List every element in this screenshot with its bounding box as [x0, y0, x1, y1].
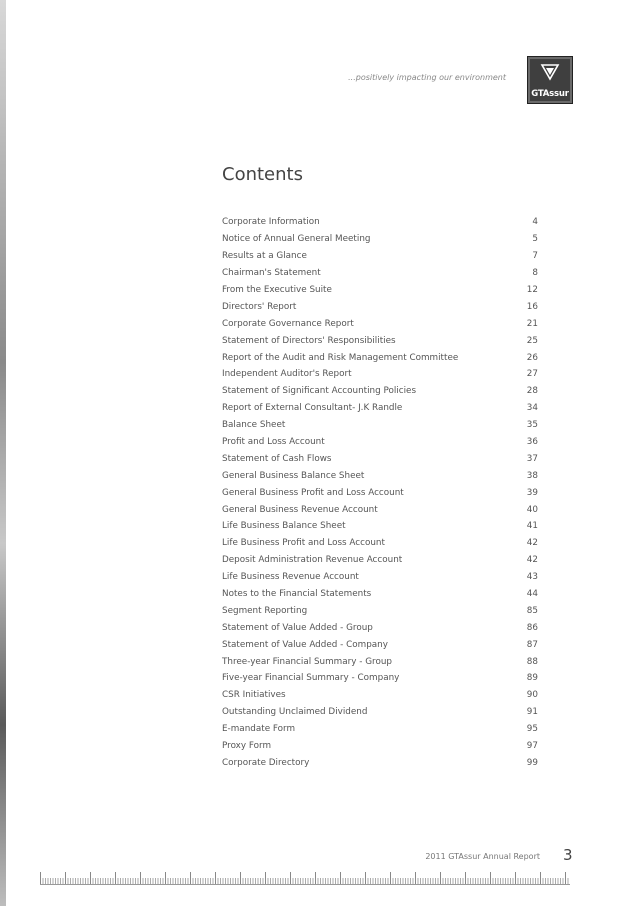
toc-entry-label: E-mandate Form — [222, 724, 296, 735]
toc-entry-page: 26 — [526, 352, 538, 363]
toc-entry-label: Results at a Glance — [222, 251, 307, 262]
toc-entry-label: Directors' Report — [222, 301, 297, 312]
toc-entry[interactable] — [222, 535, 538, 552]
toc-entry[interactable] — [222, 366, 538, 383]
toc-entry-page: 99 — [526, 757, 538, 768]
toc-entry-page: 91 — [526, 707, 538, 718]
toc-entry-page: 42 — [526, 555, 538, 566]
toc-entry[interactable] — [222, 755, 538, 772]
toc-entry-page: 85 — [526, 605, 538, 616]
toc-entry-label: Notes to the Financial Statements — [222, 589, 372, 600]
toc-entry[interactable] — [222, 552, 538, 569]
toc-entry-page: 38 — [526, 470, 538, 481]
toc-entry-label: Deposit Administration Revenue Account — [222, 555, 403, 566]
toc-entry-page: 16 — [526, 301, 538, 312]
toc-entry-page: 37 — [526, 453, 538, 464]
toc-entry-page: 40 — [526, 504, 538, 515]
logo-text: GTAssur — [531, 89, 569, 99]
toc-entry-label: Outstanding Unclaimed Dividend — [222, 707, 368, 718]
footer-report-name: 2011 GTAssur Annual Report — [425, 852, 540, 861]
toc-entry-page: 4 — [532, 217, 538, 228]
toc-entry[interactable] — [222, 518, 538, 535]
toc-entry[interactable] — [222, 653, 538, 670]
toc-entry-page: 89 — [526, 673, 538, 684]
toc-entry[interactable] — [222, 400, 538, 417]
toc-entry-label: Segment Reporting — [222, 605, 308, 616]
toc-entry-label: Report of the Audit and Risk Management Committee — [222, 352, 459, 363]
toc-entry[interactable] — [222, 569, 538, 586]
toc-entry-page: 28 — [526, 386, 538, 397]
toc-entry-page: 39 — [526, 487, 538, 498]
toc-entry-label: Statement of Value Added - Company — [222, 639, 388, 650]
toc-entry-page: 21 — [526, 318, 538, 329]
toc-entry-page: 8 — [532, 268, 538, 279]
toc-entry[interactable] — [222, 704, 538, 721]
toc-entry-label: Statement of Directors' Responsibilities — [222, 335, 396, 346]
toc-entry[interactable] — [222, 670, 538, 687]
toc-entry-label: Profit and Loss Account — [222, 437, 325, 448]
toc-entry-label: Life Business Revenue Account — [222, 572, 359, 583]
toc-entry-label: Life Business Balance Sheet — [222, 521, 346, 532]
toc-entry-page: 95 — [526, 724, 538, 735]
toc-entry-page: 44 — [526, 589, 538, 600]
toc-entry-label: From the Executive Suite — [222, 285, 332, 295]
toc-entry[interactable] — [222, 298, 538, 315]
toc-entry-label: Statement of Cash Flows — [222, 453, 332, 464]
logo-mark-icon — [540, 63, 560, 81]
toc-entry[interactable] — [222, 332, 538, 349]
toc-entry[interactable] — [222, 484, 538, 501]
toc-entry-label: Corporate Governance Report — [222, 318, 354, 329]
toc-entry[interactable] — [222, 248, 538, 265]
page-number: 3 — [563, 846, 573, 864]
toc-entry[interactable] — [222, 619, 538, 636]
toc-entry[interactable] — [222, 738, 538, 755]
page-title: Contents — [222, 164, 303, 185]
toc-entry-page: 88 — [526, 656, 538, 667]
toc-entry-page: 7 — [532, 251, 538, 262]
toc-entry-label: General Business Profit and Loss Account — [222, 487, 404, 498]
toc-entry-page: 87 — [526, 639, 538, 650]
toc-entry-page: 5 — [532, 234, 538, 245]
toc-entry[interactable] — [222, 434, 538, 451]
toc-entry[interactable] — [222, 636, 538, 653]
toc-entry-page: 86 — [526, 622, 538, 633]
toc-entry-label: Three-year Financial Summary - Group — [222, 656, 393, 667]
toc-entry[interactable] — [222, 349, 538, 366]
toc-entry-page: 35 — [526, 420, 538, 431]
toc-entry-page: 41 — [526, 521, 538, 532]
toc-entry-label: Balance Sheet — [222, 420, 286, 431]
footer-ruler-decoration — [40, 870, 570, 885]
toc-entry[interactable] — [222, 467, 538, 484]
toc-entry-label: Independent Auditor's Report — [222, 369, 352, 380]
toc-entry-label: Five-year Financial Summary - Company — [222, 673, 400, 684]
toc-entry[interactable] — [222, 214, 538, 231]
table-of-contents — [222, 214, 538, 771]
toc-entry-label: General Business Balance Sheet — [222, 470, 365, 481]
toc-entry-label: Notice of Annual General Meeting — [222, 234, 371, 245]
toc-entry-label: Statement of Value Added - Group — [222, 622, 373, 633]
toc-entry[interactable] — [222, 383, 538, 400]
toc-entry[interactable] — [222, 602, 538, 619]
toc-entry-label: Statement of Significant Accounting Policies — [222, 386, 417, 397]
toc-entry-label: Corporate Information — [222, 217, 320, 228]
toc-entry[interactable] — [222, 231, 538, 248]
gtassur-logo — [527, 56, 573, 104]
toc-entry-label: Corporate Directory — [222, 757, 310, 768]
toc-entry-page: 12 — [526, 285, 538, 295]
toc-entry-page: 36 — [526, 437, 538, 448]
toc-entry-label: Report of External Consultant- J.K Randle — [222, 403, 403, 414]
toc-entry-page: 90 — [526, 690, 538, 701]
toc-entry-label: Life Business Profit and Loss Account — [222, 538, 385, 549]
toc-entry[interactable] — [222, 501, 538, 518]
toc-entry-page: 25 — [526, 335, 538, 346]
toc-entry-page: 97 — [526, 741, 538, 752]
page-edge-decoration — [0, 0, 6, 906]
toc-entry-page: 42 — [526, 538, 538, 549]
toc-entry-page: 43 — [526, 572, 538, 583]
toc-entry-label: CSR Initiatives — [222, 690, 286, 701]
toc-entry-label: General Business Revenue Account — [222, 504, 378, 515]
header-tagline: ...positively impacting our environment — [348, 73, 506, 82]
toc-entry-label: Chairman's Statement — [222, 268, 321, 279]
toc-entry[interactable] — [222, 265, 538, 282]
toc-entry[interactable] — [222, 315, 538, 332]
toc-entry-page: 34 — [526, 403, 538, 414]
toc-entry[interactable] — [222, 687, 538, 704]
toc-entry[interactable] — [222, 586, 538, 603]
toc-entry[interactable] — [222, 450, 538, 467]
toc-entry[interactable] — [222, 721, 538, 738]
toc-entry[interactable] — [222, 282, 538, 299]
toc-entry-label: Proxy Form — [222, 741, 272, 752]
toc-entry-page: 27 — [526, 369, 538, 380]
toc-entry[interactable] — [222, 417, 538, 434]
